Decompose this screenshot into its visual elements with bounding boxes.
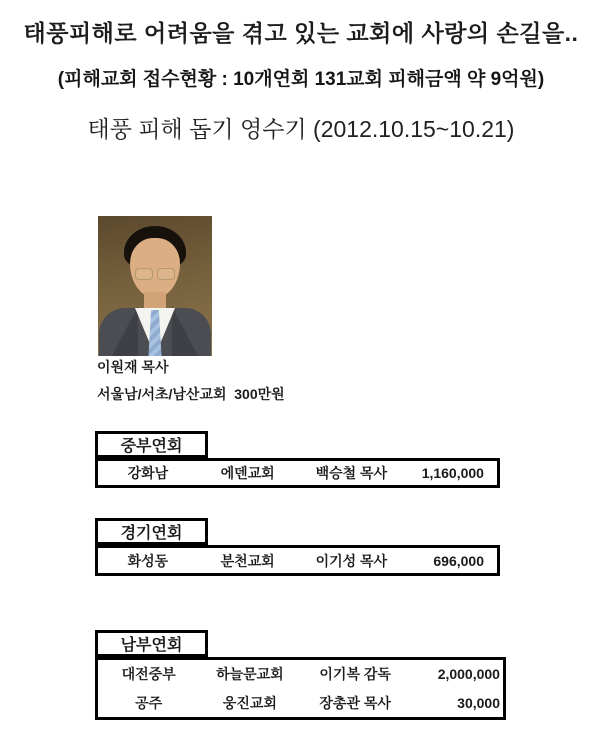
cell-church: 분천교회: [220, 552, 275, 569]
conference-table-body: [95, 657, 506, 720]
table-row: [98, 461, 497, 485]
cell-amount: 696,000: [433, 552, 484, 569]
cell-district: 대전중부: [121, 666, 176, 683]
glasses-right-lens: [157, 268, 175, 280]
conference-table-body: [95, 545, 500, 576]
conference-header: 남부연회: [95, 630, 208, 657]
damage-summary-subtitle: (피해교회 접수현황 : 10개연회 131교회 피해금액 약 9억원): [57, 69, 545, 90]
table-row: [98, 689, 503, 718]
page-title: 태풍피해로 어려움을 겪고 있는 교회에 사랑의 손길을..: [23, 20, 579, 46]
cell-amount: 30,000: [457, 694, 500, 711]
cell-district: 화성동: [127, 552, 169, 569]
receipt-period-title: 태풍 피해 돕기 영수기 (2012.10.15~10.21): [87, 116, 515, 142]
table-row: [98, 548, 497, 573]
cell-church: 웅진교회: [222, 694, 277, 711]
cell-district: 강화남: [127, 465, 169, 481]
donor-name: 이원재 목사: [97, 359, 169, 375]
conference-header: 중부연회: [95, 431, 208, 458]
conference-header: 경기연회: [95, 518, 208, 545]
pastor-portrait-photo: [98, 216, 212, 356]
donor-detail: 서울남/서초/남산교회 300만원: [97, 386, 285, 402]
cell-church: 에덴교회: [220, 465, 275, 481]
cell-person: 장총관 목사: [319, 694, 391, 711]
cell-person: 이기복 감독: [319, 666, 391, 683]
cell-church: 하늘문교회: [216, 666, 284, 683]
glasses-left-lens: [135, 268, 153, 280]
conference-table-body: [95, 458, 500, 488]
cell-amount: 2,000,000: [437, 666, 500, 683]
glasses-icon: [134, 268, 176, 279]
table-row: [98, 660, 503, 689]
cell-amount: 1,160,000: [421, 465, 484, 481]
cell-person: 백승철 목사: [315, 465, 388, 481]
cell-district: 공주: [135, 694, 163, 711]
cell-person: 이기성 목사: [315, 552, 388, 569]
